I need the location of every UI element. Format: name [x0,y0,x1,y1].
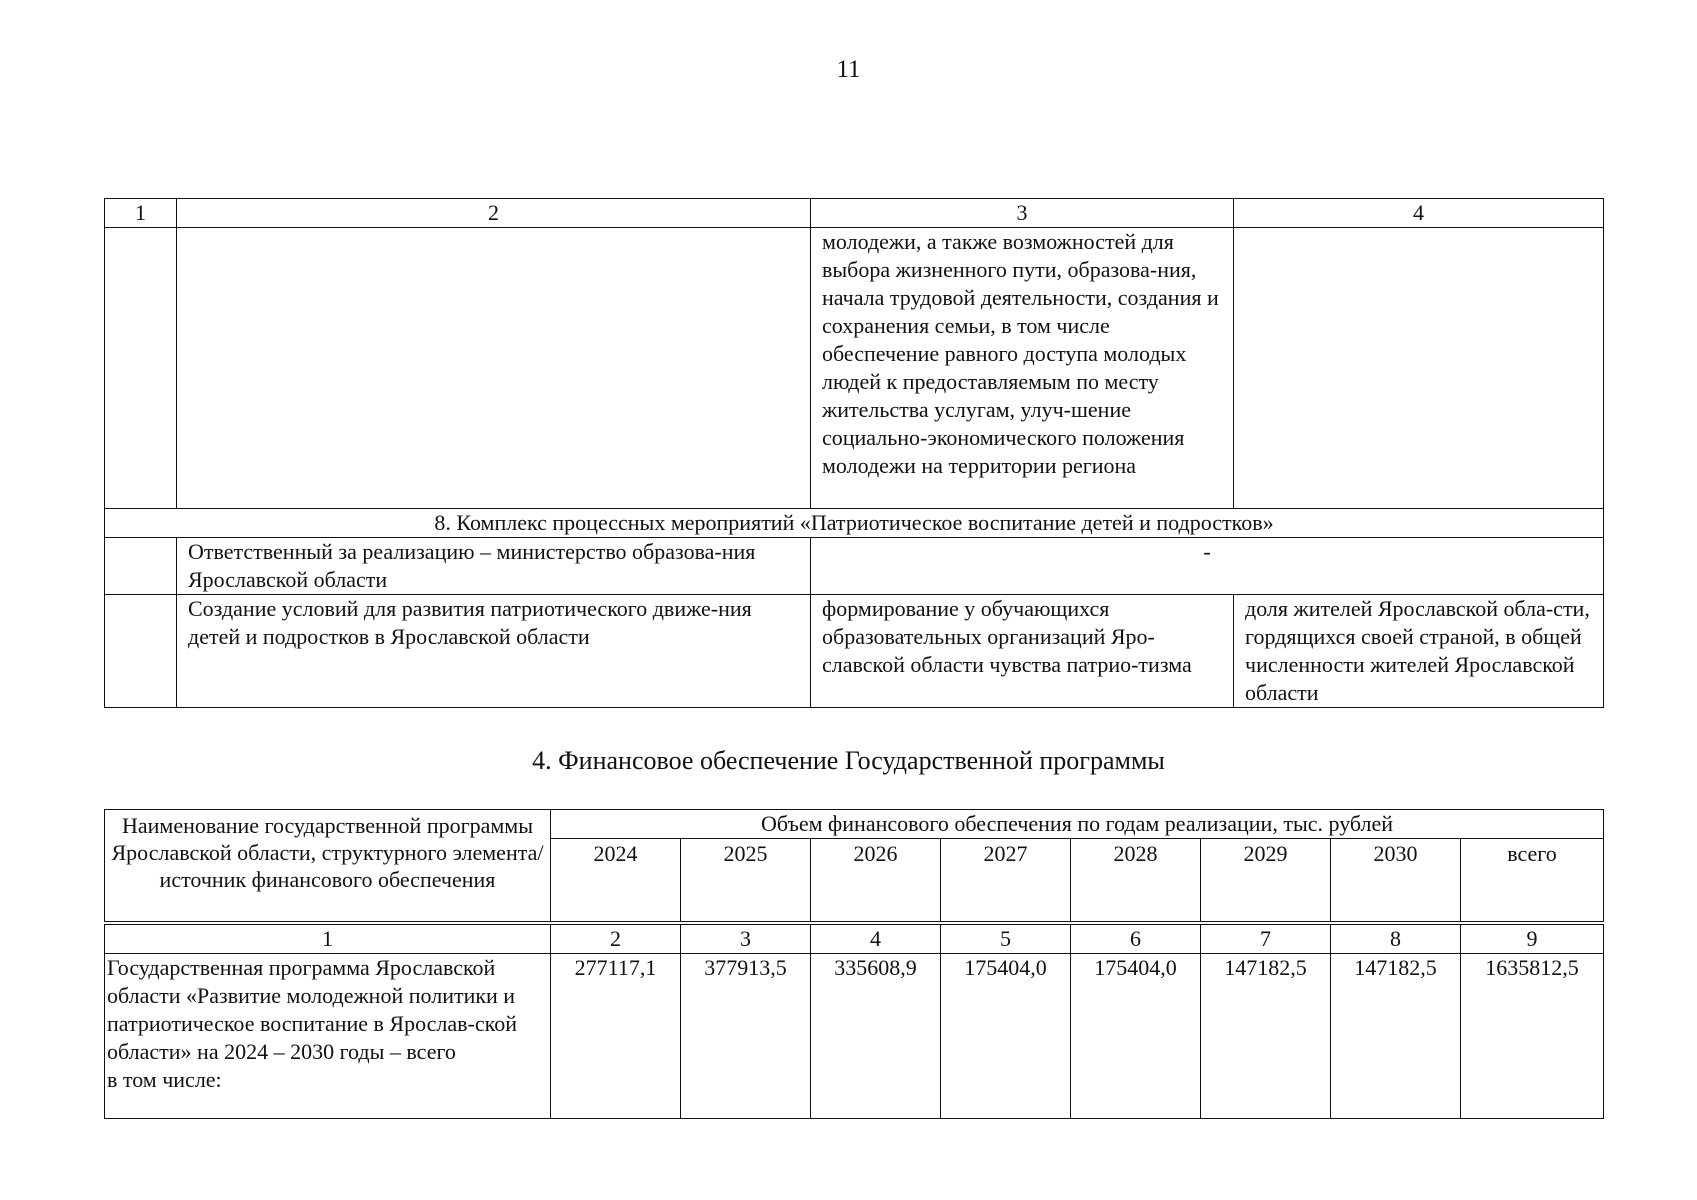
value-cell: 277117,1 [551,954,681,1119]
value-cell: 175404,0 [1071,954,1201,1119]
column-number: 7 [1201,925,1331,954]
name-column-header: Наименование государственной программы Ярославской области, структурного элемента/ источник финансового обеспечения [105,810,551,922]
year-header: 2029 [1201,839,1331,922]
effect-cell: формирование у обучающихся образовательных организаций Яро-славской области чувства патрио-тизма [811,595,1234,708]
program-name: Государственная программа Ярославской области «Развитие молодежной политики и патриотическое воспитание в Ярослав-ской области» на 2024 – 2030 годы – всего [107,955,517,1064]
program-name-cell [105,954,551,1119]
column-number: 2 [551,925,681,954]
column-numbers-row [105,925,1604,954]
page-number: 11 [836,56,861,83]
task-cell: Создание условий для развития патриотического движе-ния детей и подростков в Ярославской области [177,595,811,708]
finance-table-header [104,809,1604,922]
table-row [105,595,1604,708]
empty-cell [177,228,811,509]
empty-cell [105,538,177,595]
column-number: 8 [1331,925,1461,954]
volume-header: Объем финансового обеспечения по годам реализации, тыс. рублей [551,810,1604,839]
program-structure-table [104,198,1604,708]
table-row [105,538,1604,595]
indicator-cell: доля жителей Ярославской обла-сти, гордящихся своей страной, в общей численности жителей Ярославской области [1234,595,1604,708]
value-cell: 147182,5 [1331,954,1461,1119]
value-cell: 147182,5 [1201,954,1331,1119]
column-number: 6 [1071,925,1201,954]
table-row [105,954,1604,1119]
empty-cell [105,595,177,708]
year-header: 2028 [1071,839,1201,922]
column-number: 3 [811,199,1234,228]
value-cell: 335608,9 [811,954,941,1119]
table-header-row [105,199,1604,228]
table-row [105,228,1604,509]
column-number: 9 [1461,925,1604,954]
column-number: 3 [681,925,811,954]
value-cell: 175404,0 [941,954,1071,1119]
year-header: 2024 [551,839,681,922]
year-header: 2030 [1331,839,1461,922]
section-title: 4. Финансовое обеспечение Государственной программы [532,746,1165,775]
column-number: 4 [1234,199,1604,228]
including-label: в том числе: [107,1067,222,1092]
section-heading: 8. Комплекс процессных мероприятий «Патриотическое воспитание детей и подростков» [105,509,1604,538]
year-header: 2025 [681,839,811,922]
total-header: всего [1461,839,1604,922]
effect-description-cell: молодежи, а также возможностей для выбора жизненного пути, образова-ния, начала трудовой деятельности, создания и сохранения семьи, в том числе обеспечение равного доступа молодых людей к предоставляемым по месту жительства услугам, улуч-шение социально-экономического положения молодежи на территории региона [811,228,1234,509]
year-header: 2026 [811,839,941,922]
empty-cell [105,228,177,509]
value-cell: 377913,5 [681,954,811,1119]
responsible-value-cell: - [811,538,1604,595]
column-number: 1 [105,199,177,228]
empty-cell [1234,228,1604,509]
column-number: 1 [105,925,551,954]
finance-table-body [104,924,1604,1119]
responsible-cell: Ответственный за реализацию – министерство образова-ния Ярославской области [177,538,811,595]
column-number: 4 [811,925,941,954]
column-number: 2 [177,199,811,228]
column-number: 5 [941,925,1071,954]
section-row [105,509,1604,538]
total-value-cell: 1635812,5 [1461,954,1604,1119]
year-header: 2027 [941,839,1071,922]
